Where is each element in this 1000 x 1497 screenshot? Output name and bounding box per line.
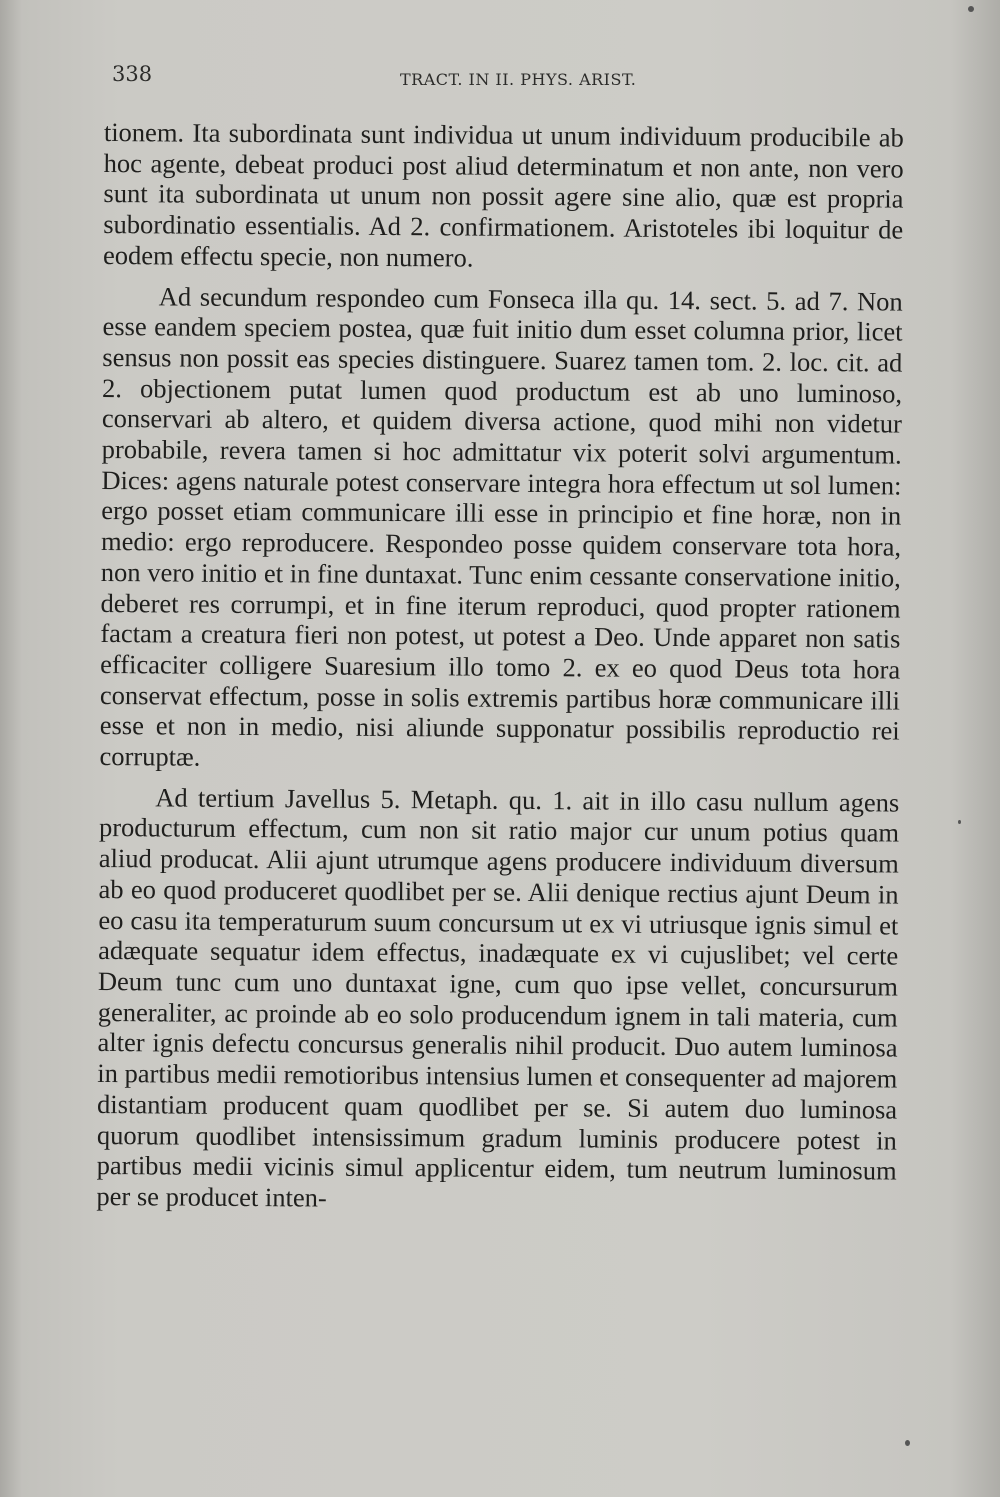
paragraph-2: Ad secundum respondeo cum Fonseca illa qu. 14. sect. 5. ad 7. Non esse eandem speciem postea, quæ fuit initio dum esset columna prior, licet sensus non possit eas species distinguere. Suarez tamen tom. 2. loc. cit. ad 2. objectionem putat lumen quod productum est ab uno luminoso, conservari ab altero, et quidem diversa actione, quod mihi non videtur probabile, revera tamen si hoc admittatur vix poterit solvi argumentum. Dices: agens naturale potest conservare integra hora effectum ut sol lumen: ergo posset etiam communicare illi esse in principio et fine horæ, non in medio: ergo reproducere. Respondeo posse quidem conservare tota hora, non vero initio et in fine duntaxat. Tunc enim cessante conservatione initio, deberet res corrumpi, et in fine iterum reproduci, quod propter rationem factam a creatura fieri non potest, ut potest a Deo. Unde apparet non satis efficaciter colligere Suaresium illo tomo 2. ex eo quod Deus tota hora conservat effectum, posse in solis extremis partibus horæ communicare illi esse et non in medio, nisi aliunde supponatur possibilis reproductio rei corruptæ. (99, 280, 903, 772)
paper-speck (968, 6, 974, 12)
paragraph-1: tionem. Ita subordinata sunt individua ut unum individuum producibile ab hoc agente, debeat produci post aliud determinatum et non ante, non vero sunt ita subordinata ut unum non possit agere sine alio, quæ est propria subordinatio essentialis. Ad 2. confirmationem. Aristoteles ibi loquitur de eodem effectu specie, non numero. (102, 117, 904, 273)
running-head: TRACT. IN II. PHYS. ARIST. (400, 70, 637, 89)
body-text (96, 117, 904, 1217)
paper-speck (905, 1440, 910, 1446)
page-number: 338 (112, 62, 153, 86)
page-header (112, 62, 902, 92)
paper-speck (958, 820, 961, 824)
paragraph-3: Ad tertium Javellus 5. Metaph. qu. 1. ait in illo casu nullum agens producturum effectum, cum non sit ratio major cur unum potius quam aliud producat. Alii ajunt utrumque agens producere individuum diversum ab eo quod produceret quodlibet per se. Alii denique rectius ajunt Deum in eo casu ita temperaturum suum concursum ut ex vi utriusque ignis simul et adæquate sequatur idem effectus, inadæquate ex vi cujuslibet; vel certe Deum tunc cum uno duntaxat igne, cum quo ipse vellet, concursurum generaliter, ac proinde ab eo solo producendum ignem in tali materia, cum alter ignis defectu concursus generalis nihil producit. Duo autem luminosa in partibus medii remotioribus intensius lumen et consequenter ad majorem distantiam producent quam quodlibet per se. Si autem duo luminosa quorum quodlibet intensissimum gradum luminis producere potest in partibus medii vicinis simul applicentur eidem, tum neutrum luminosum per se producet inten- (96, 782, 900, 1213)
